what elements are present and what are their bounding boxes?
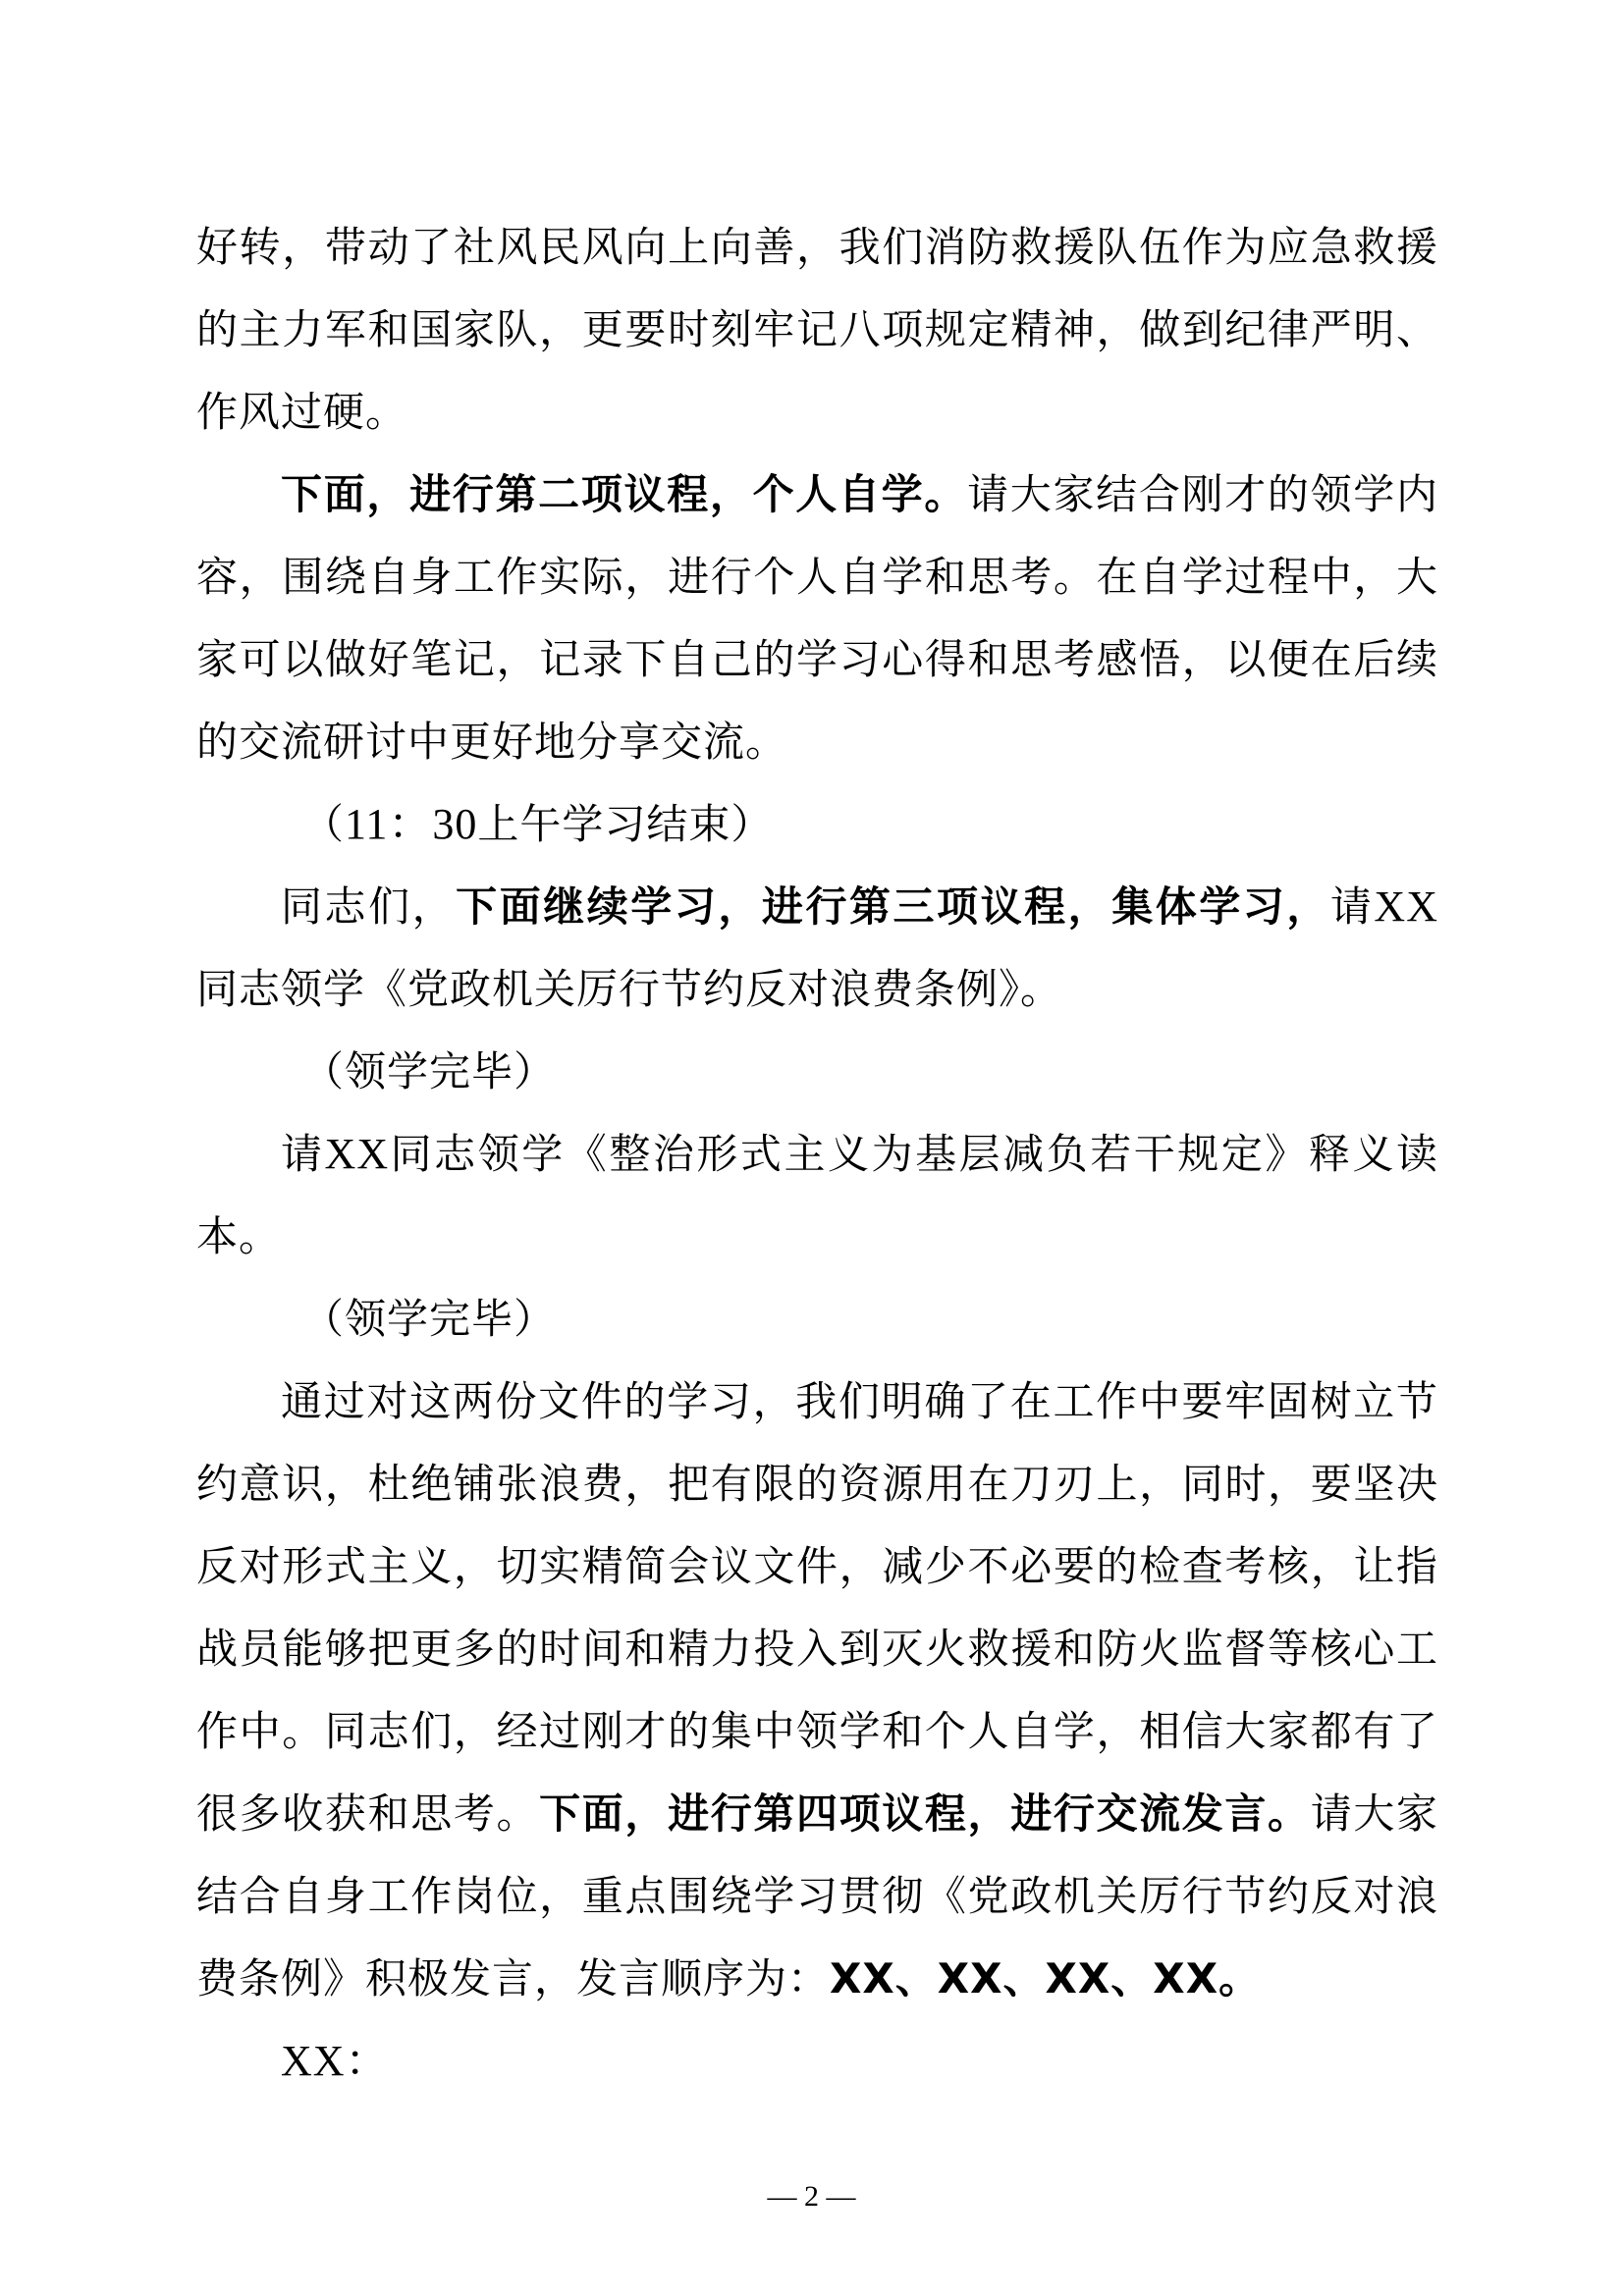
text-segment: 同志领学《整治形式主义为基层减负若干规定》释义读本。	[196, 1130, 1438, 1260]
document-body	[196, 206, 1438, 2103]
note-paragraph	[196, 1031, 1438, 1113]
text-segment: 请大家结合自身工作岗位，重点围绕学习贯彻《党政机关厉行节约反对浪费条例》积极发言，发言顺序为：	[196, 1789, 1438, 2002]
paragraph	[196, 866, 1438, 1031]
bold-text-segment: 下面，进行第四项议程，进行交流发言。	[539, 1789, 1311, 1838]
paragraph	[196, 1361, 1438, 2020]
text-segment: （	[302, 800, 346, 848]
text-segment: 通过对这两份文件的学习，我们明确了在工作中要牢固树立节约意识，杜绝铺张浪费，把有限的资源用在刀刃上，同时，要坚决反对形式主义，切实精简会议文件，减少不必要的检查考核，让指战员能够把更多的时间和精力投入到灭火救援和防火监督等核心工作中。同志们，经过刚才的集中领学和个人自学，相信大家都有了很多收获和思考。	[196, 1377, 1438, 1838]
text-segment: XX：	[281, 2037, 390, 2085]
page-number: — 2 —	[767, 2180, 856, 2213]
text-segment: 同志领学《党政机关厉行节约反对浪费条例》。	[196, 965, 1063, 1013]
note-paragraph	[196, 1278, 1438, 1361]
text-segment: 同志们，	[281, 882, 457, 931]
bold-text-segment: 下面继续学习，进行第三项议程，集体学习，	[456, 882, 1330, 931]
text-segment: 请大家结合刚才的领学内容，围绕自身工作实际，进行个人自学和思考。在自学过程中，大家可以做好笔记，记录下自己的学习心得和思考感悟，以便在后续的交流研讨中更好地分享交流。	[196, 470, 1438, 766]
paragraph	[196, 2020, 1438, 2103]
paragraph	[196, 1113, 1438, 1278]
text-segment: （领学完毕）	[302, 1047, 557, 1095]
text-segment: 好转，带动了社风民风向上向善，我们消防救援队伍作为应急救援的主力军和国家队，更要时刻牢记八项规定精神，做到纪律严明、作风过硬。	[196, 223, 1438, 436]
bold-text-segment: 下面，进行第二项议程，个人自学。	[281, 470, 968, 518]
paragraph	[196, 206, 1438, 454]
text-segment: 11：30	[345, 800, 478, 848]
bold-text-segment: XX、XX、XX、XX。	[830, 1954, 1262, 2002]
text-segment: 上午学习结束）	[477, 800, 774, 848]
note-paragraph	[196, 783, 1438, 866]
text-segment: XX	[324, 1130, 390, 1178]
text-segment: 请	[281, 1130, 325, 1178]
text-segment: （领学完毕）	[302, 1295, 557, 1343]
text-segment: XX	[1374, 882, 1438, 931]
paragraph	[196, 454, 1438, 783]
text-segment: 请	[1329, 882, 1375, 931]
